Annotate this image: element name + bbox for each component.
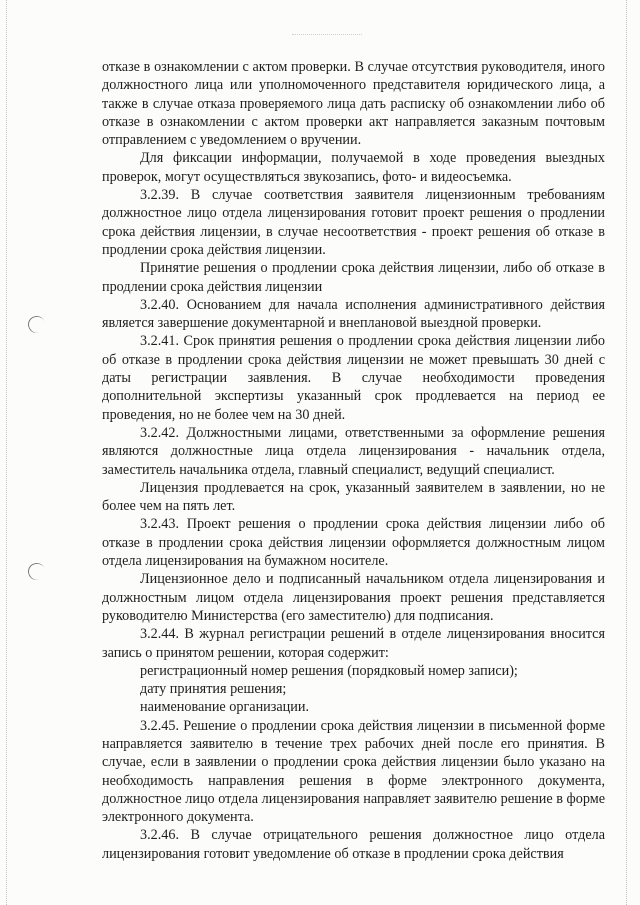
list-item: регистрационный номер решения (порядковый номер записи); — [140, 662, 518, 679]
binder-hole-mark-upper — [26, 314, 48, 336]
paragraph-3-2-43: 3.2.43. Проект решения о продлении срока действия лицензии либо об отказе в продлении срока действия лицензии оформляется должностным лицом отдела лицензирования на бумажном носителе. — [102, 516, 605, 570]
paragraph-3-2-44: 3.2.44. В журнал регистрации решений в отделе лицензирования вносится запись о принятом решении, которая содержит: — [102, 626, 605, 661]
paragraph-recording: Для фиксации информации, получаемой в ходе проведения выездных проверок, могут осуществляться звукозапись, фото- и видеосъемка. — [102, 150, 605, 185]
list-item: дату принятия решения; — [140, 681, 287, 698]
scan-artifact — [292, 34, 362, 41]
paragraph-3-2-46: 3.2.46. В случае отрицательного решения должностное лицо отдела лицензирования готовит уведомление об отказе в продлении срока действия — [102, 827, 605, 862]
left-edge-line — [6, 0, 7, 905]
paragraph-license-term: Лицензия продлевается на срок, указанный заявителем в заявлении, но не более чем на пять лет. — [102, 479, 605, 515]
paragraph-3-2-45: 3.2.45. Решение о продлении срока действия лицензии в письменной форме направляется заявителю в течение трех рабочих дней после его принятия. В случае, если в заявлении о продлении срока действия лицензии было указано на необходимость направления решения в форме электронного документа, должностное лицо отдела лицензирования направляет заявителю решение в форме электронного документа. — [102, 717, 605, 826]
paragraph-3-2-39: 3.2.39. В случае соответствия заявителя лицензионным требованиям должностное лицо отдела лицензирования готовит проект решения о продлении срока действия лицензии, в случае несоответствия - проект решения об отказе в продлении срока действия лицензии. — [102, 187, 605, 258]
paragraph-license-file: Лицензионное дело и подписанный начальником отдела лицензирования и должностным лицом отдела лицензирования проект решения представляется руководителю Министерства (его заместителю) для подписания. — [102, 571, 605, 624]
right-edge-line — [626, 0, 627, 905]
list-item: наименование организации. — [140, 699, 309, 716]
paragraph-3-2-41: 3.2.41. Срок принятия решения о продлении срока действия лицензии либо об отказе в продлении срока действия лицензии не может превышать 30 дней с даты регистрации заявления. В случае необходимости проведения дополнительной экспертизы указанный срок продлевается на период ее проведения, но не более чем на 30 дней. — [102, 333, 605, 423]
paragraph-3-2-40: 3.2.40. Основанием для начала исполнения административного действия является завершение документарной и внеплановой выездной проверки. — [102, 296, 605, 332]
paragraph-3-2-42: 3.2.42. Должностными лицами, ответственными за оформление решения являются должностные лица отдела лицензирования - начальник отдела, заместитель начальника отдела, главный специалист, ведущий специалист. — [102, 424, 605, 478]
paragraph-continuation: отказе в ознакомлении с актом проверки. В случае отсутствия руководителя, иного должностного лица или уполномоченного представителя юридического лица, а также в случае отказа проверяемого лица дать расписку об ознакомлении либо об отказе в ознакомлении с актом проверки акт направляется заказным почтовым отправлением с уведомлением о вручении. — [102, 59, 605, 149]
document-body — [102, 58, 605, 863]
binder-hole-mark-lower — [26, 561, 48, 583]
section-heading: Принятие решения о продлении срока действия лицензии, либо об отказе в продлении срока действия лицензии — [102, 260, 605, 295]
